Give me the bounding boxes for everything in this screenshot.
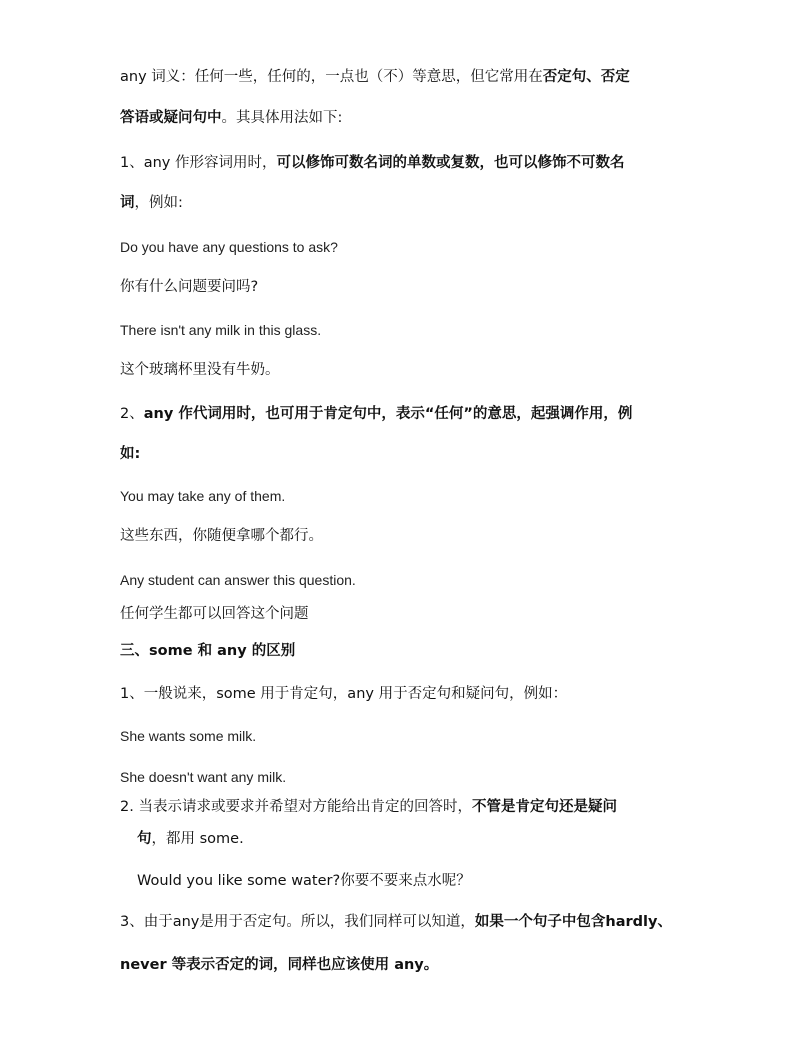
text: ，都用 some.	[151, 831, 244, 847]
example-sentence: There isn't any milk in this glass.	[120, 322, 322, 338]
rule-1-heading-cont	[120, 193, 680, 213]
text: 3、由于any是用于否定句。所以，我们同样可以知道，	[120, 914, 475, 930]
example-translation: 这个玻璃杯里没有牛奶。	[120, 362, 280, 378]
text: 。其具体用法如下:	[221, 110, 343, 126]
paragraph-any-meaning	[120, 67, 680, 87]
rule-paragraph-cont	[137, 829, 697, 849]
bold-text: any 作代词用时，也可用于肯定句中，表示“任何”的意思，起强调作用，例	[143, 406, 633, 422]
bold-text: 句	[137, 831, 152, 847]
rule-2-heading	[120, 404, 680, 424]
rule-paragraph	[120, 797, 680, 817]
paragraph-any-meaning-cont	[120, 108, 680, 128]
bold-text: 答语或疑问句中	[120, 110, 222, 126]
bold-text: 可以修饰可数名词的单数或复数，也可以修饰不可数名	[276, 155, 625, 171]
example-sentence: You may take any of them.	[120, 488, 286, 504]
text: ，例如:	[134, 195, 183, 211]
text: 1、any 作形容词用时，	[120, 155, 277, 171]
section-heading: 三、some 和 any 的区别	[120, 643, 296, 659]
rule-1-heading	[120, 153, 680, 173]
example-sentence: Do you have any questions to ask?	[120, 239, 338, 255]
bold-text: 不管是肯定句还是疑问	[471, 799, 617, 815]
example-sentence: Any student can answer this question.	[120, 572, 356, 588]
rule-paragraph: 1、一般说来，some 用于肯定句，any 用于否定句和疑问句，例如：	[120, 686, 568, 702]
example-sentence: Would you like some water?你要不要来点水呢？	[137, 873, 471, 889]
text: 2、	[120, 406, 144, 422]
example-translation: 任何学生都可以回答这个问题	[120, 606, 309, 622]
text: any 词义：任何一些，任何的，一点也（不）等意思，但它常用在	[120, 69, 543, 85]
rule-2-heading-cont: 如:	[120, 446, 141, 462]
text: 2. 当表示请求或要求并希望对方能给出肯定的回答时，	[120, 799, 472, 815]
example-sentence: She wants some milk.	[120, 728, 257, 744]
example-sentence: She doesn't want any milk.	[120, 769, 287, 785]
rule-paragraph-cont: never 等表示否定的词，同样也应该使用 any。	[120, 957, 439, 973]
example-translation: 你有什么问题要问吗?	[120, 279, 259, 295]
bold-text: 词	[120, 195, 135, 211]
bold-text: 如果一个句子中包含hardly、	[474, 914, 672, 930]
rule-paragraph	[120, 912, 680, 932]
example-translation: 这些东西，你随便拿哪个都行。	[120, 528, 323, 544]
bold-text: 否定句、否定	[542, 69, 630, 85]
